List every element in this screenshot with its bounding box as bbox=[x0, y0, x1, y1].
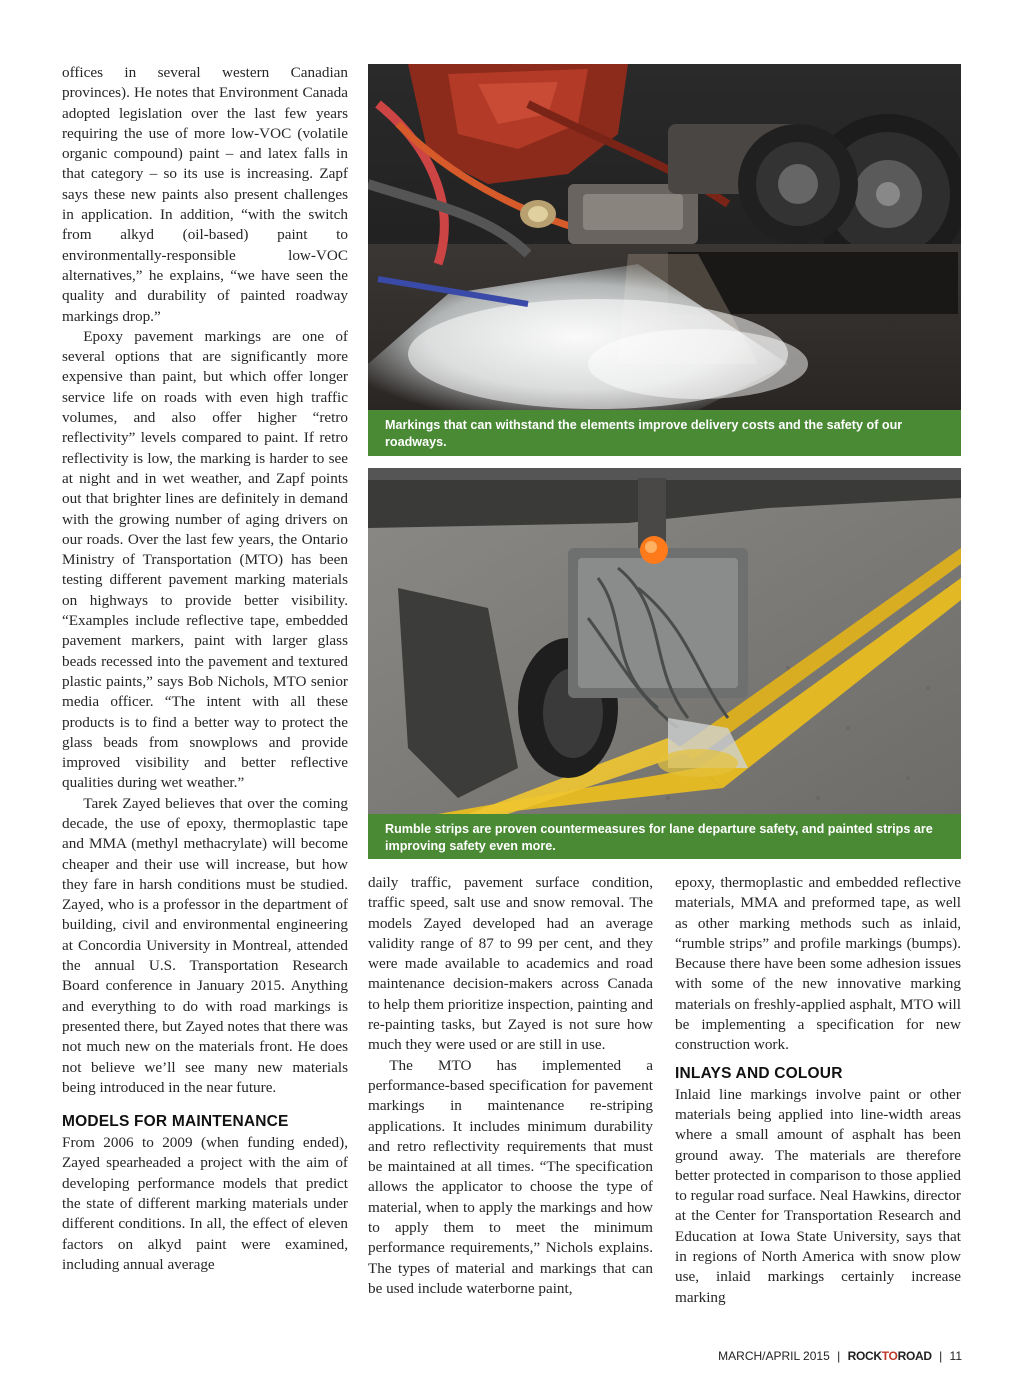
separator: | bbox=[837, 1349, 841, 1363]
paragraph: From 2006 to 2009 (when funding ended), Zayed spearheaded a project with the aim of developing performance models that predict the state of different marking materials under different conditions. In all, the effect of eleven factors on alkyd paint were examined, including annual average bbox=[62, 1134, 348, 1273]
page-footer bbox=[718, 1349, 962, 1363]
logo-word-rock: ROCK bbox=[847, 1349, 882, 1363]
article-column-right bbox=[675, 873, 961, 1308]
article-column-left bbox=[62, 63, 348, 1275]
paragraph: Epoxy pavement markings are one of several options that are significantly more expensive than paint, but which offer longer service life on roads with even high traffic volumes, and also offer higher “retro reflectivity” levels compared to paint. If retro reflectivity is low, the marking is harder to see at night and in wet weather, and Zapf points out that brighter lines are definitely in demand with the growing number of aging drivers on our roads. Over the last few years, the Ontario Ministry of Transportation (MTO) has been testing different pavement marking materials on highways to provide better visibility. “Examples include reflective tape, embedded pavement markers, paint with larger glass beads recessed into the pavement and textured plastic paints,” says Bob Nichols, MTO senior media officer. “The intent with all these products is to find a better way to protect the glass beads from snowplows and provide improved visibility and better reflective qualities during wet weather.” bbox=[62, 327, 348, 792]
photo-marking-truck bbox=[368, 64, 961, 410]
logo-word-to: TO bbox=[881, 1349, 898, 1363]
logo-word-road: ROAD bbox=[897, 1349, 932, 1363]
photo-rumble-strip-painting bbox=[368, 468, 961, 814]
paragraph: Tarek Zayed believes that over the coming decade, the use of epoxy, thermoplastic tape and MMA (methyl methacrylate) will become cheaper and their use will increase, but how they fare in harsh conditions must be studied. Zayed, who is a professor in the department of building, civil and environmental engineering at Concordia University in Montreal, attended the annual U.S. Transportation Research Board conference in January 2015. Anything and everything to do with road markings is presented there, but Zayed notes that there was not much new on the materials front. He does not believe we’ll see many new materials being introduced in the near future. bbox=[62, 794, 348, 1096]
paragraph: offices in several western Canadian provinces). He notes that Environment Canada adopted legislation over the last few years requiring the use of more low-VOC (volatile organic compound) paint – and latex falls in that category – so its use is increasing. Zapf says these new paints also present challenges in application. In addition, “with the switch from alkyd (oil-based) paint to environmentally-responsible low-VOC alternatives,” he explains, “we have seen the quality and durability of painted roadway markings drop.” bbox=[62, 64, 348, 325]
paragraph: daily traffic, pavement surface condition, traffic speed, salt use and snow removal. The models Zayed developed had an average validity range of 87 to 99 per cent, and they were made available to academics and road maintenance decision-makers across Canada to help them prioritize inspection, painting and re-painting tasks, but Zayed is not sure how much they were used or are still in use. bbox=[368, 874, 653, 1054]
issue-date: MARCH/APRIL 2015 bbox=[718, 1349, 830, 1363]
separator: | bbox=[939, 1349, 943, 1363]
paragraph: The MTO has implemented a performance-based specification for pavement markings in maintenance re-striping applications. It includes minimum durability and retro reflectivity requirements that must be maintained at all times. “The specification allows the applicator to choose the type of material, when to apply the markings and how to apply them to meet the minimum performance requirements,” Nichols explains. The types of material and markings that can be used include waterborne paint, bbox=[368, 1056, 653, 1297]
paragraph: epoxy, thermoplastic and embedded reflective materials, MMA and preformed tape, as well as other marking methods such as inlaid, “rumble strips” and profile markings (bumps). Because there have been some adhesion issues with some of the new innovative marking materials on freshly-applied asphalt, MTO will be implementing a specification for new construction work. bbox=[675, 874, 961, 1054]
section-heading-models: MODELS FOR MAINTENANCE bbox=[62, 1113, 289, 1131]
photo-caption-top: Markings that can withstand the elements improve delivery costs and the safety of our roadways. bbox=[368, 410, 961, 456]
article-column-middle bbox=[368, 873, 653, 1299]
paragraph: Inlaid line markings involve paint or other materials being applied into line-width areas where a small amount of asphalt has been ground away. The materials are therefore better protected in comparison to those applied to regular road surface. Neal Hawkins, director at the Center for Transportation Research and Education at Iowa State University, says that in regions of North America with snow plow use, inlaid markings certainly increase marking bbox=[675, 1085, 961, 1306]
photo-caption-bottom: Rumble strips are proven countermeasures for lane departure safety, and painted strips are improving safety even more. bbox=[368, 814, 961, 859]
magazine-logo bbox=[848, 1349, 932, 1363]
page-number: 11 bbox=[949, 1349, 962, 1363]
section-heading-inlays: INLAYS AND COLOUR bbox=[675, 1064, 843, 1082]
